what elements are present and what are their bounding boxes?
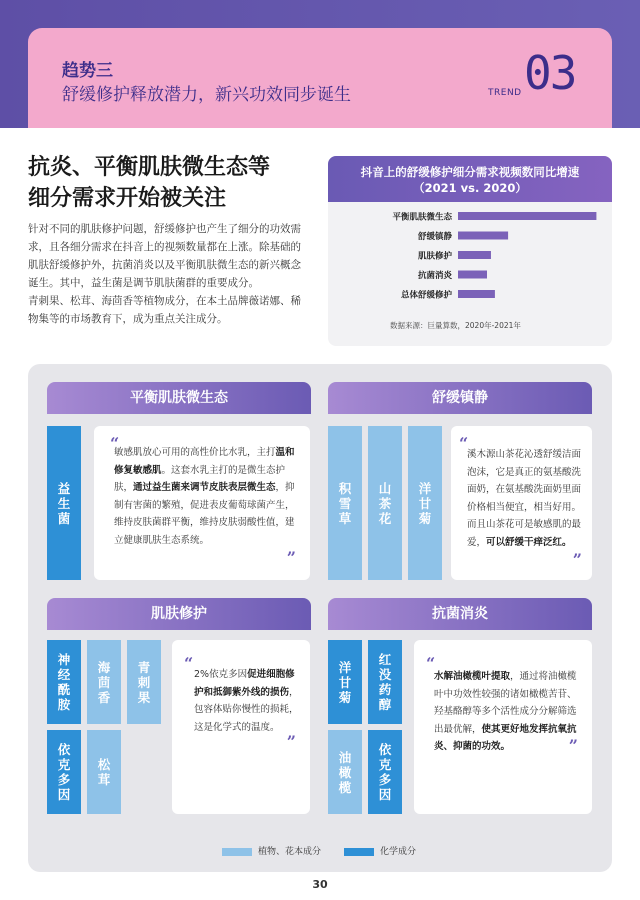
chart-category-label: 舒缓镇静	[417, 232, 452, 242]
tag-olive: 油橄榄	[328, 730, 362, 814]
tag-ectoin: 依克多因	[368, 730, 402, 814]
quote-open-icon: “	[110, 434, 120, 453]
chart-bar	[458, 271, 487, 279]
trend-subtitle: 舒缓修护释放潜力，新兴功效同步诞生	[62, 85, 351, 105]
chart-bar	[458, 290, 495, 298]
quote-close-icon: ”	[286, 732, 296, 751]
chart-bar	[458, 212, 596, 220]
tag-ectoin: 依克多因	[47, 730, 81, 814]
page-title	[28, 152, 318, 214]
quote-close-icon: ”	[286, 548, 296, 567]
quote-open-icon: “	[184, 654, 194, 673]
chart-bar	[458, 232, 508, 240]
tag-chamomile: 洋甘菊	[328, 640, 362, 724]
chart-header	[328, 156, 612, 202]
section-antibac-header: 抗菌消炎	[328, 598, 592, 630]
chart-source: 数据来源：巨量算数，2020年-2021年	[390, 321, 521, 330]
bar-chart	[328, 202, 612, 320]
chart-bar	[458, 251, 491, 259]
quote-antibac: “ 水解油橄榄叶提取，通过将油橄榄叶中功效性较强的诸如橄榄苦苷、羟基酪醇等多个活性成分分解筛选出最优解，使其更好地发挥抗氧抗炎、抑菌的功效。 ”	[414, 640, 592, 814]
tag-sea-fennel: 海茴香	[87, 640, 121, 724]
intro-paragraph-2: 青刺果、松茸、海茴香等植物成分，在本土品牌薇诺娜、稀物集等的市场教育下，成为重点关注成分。	[28, 295, 301, 325]
section-repair-header: 肌肤修护	[47, 598, 311, 630]
legend-chem-label: 化学成分	[380, 847, 417, 857]
quote-balance: “ 敏感肌放心可用的高性价比水乳，主打温和修复敏感肌。这套水乳主打的是微生态护肤，通过益生菌来调节皮肤表层微生态，抑制有害菌的繁殖，促进表皮葡萄球菌产生，维持皮肤菌群平衡，维持皮肤弱酸性值，建立健康肌肤生态系统。 ”	[94, 426, 310, 580]
intro-text	[28, 220, 306, 328]
quote-close-icon: ”	[568, 736, 578, 755]
page-number: 30	[312, 878, 328, 891]
chart-category-label: 总体舒缓修护	[400, 290, 452, 301]
legend-chem-swatch	[344, 848, 374, 856]
tag-ceramide: 神经酰胺	[47, 640, 81, 724]
chart-title: 抖音上的舒缓修护细分需求视频数同比增速	[360, 165, 580, 179]
quote-soothe: “ 溪木源山茶花沁透舒缓洁面泡沫，它是真正的氨基酸洗面奶，在氨基酸洗面奶里面价格相当便宜，相当好用。而且山茶花可是敏感肌的最爱，可以舒缓干痒泛红。 ”	[451, 426, 592, 580]
chart-category-label: 肌肤修护	[417, 251, 452, 262]
tag-centella: 积雪草	[328, 426, 362, 580]
tag-camellia: 山茶花	[368, 426, 402, 580]
section-soothe-header: 舒缓镇静	[328, 382, 592, 414]
chart-category-label: 平衡肌肤微生态	[392, 212, 452, 223]
tag-probiotic: 益生菌	[47, 426, 81, 580]
tag-matsutake: 松茸	[87, 730, 121, 814]
chart-card	[328, 156, 612, 346]
section-balance-header: 平衡肌肤微生态	[47, 382, 311, 414]
chart-category-label: 抗菌消炎	[417, 271, 452, 281]
tag-bisabolol: 红没药醇	[368, 640, 402, 724]
tag-chamomile: 洋甘菊	[408, 426, 442, 580]
page-title-line2: 细分需求开始被关注	[28, 186, 227, 211]
quote-open-icon: “	[426, 654, 436, 673]
chart-subtitle: （2021 vs. 2020）	[413, 181, 527, 195]
quote-open-icon: “	[459, 434, 469, 453]
legend-plant-label: 植物、花本成分	[258, 847, 322, 857]
tag-prinsepia: 青刺果	[127, 640, 161, 724]
trend-number: 03	[524, 46, 576, 100]
page-title-line1: 抗炎、平衡肌肤微生态等	[28, 155, 271, 180]
intro-paragraph-1: 针对不同的肌肤修护问题，舒缓修护也产生了细分的功效需求，且各细分需求在抖音上的视频数量都在上涨。除基础的肌肤舒缓修护外，抗菌消炎以及平衡肌肤微生态的新兴概念诞生。其中，益生菌是调节肌肤菌群的重要成分。	[28, 223, 301, 289]
trend-label: TREND	[488, 88, 522, 98]
trend-title: 趋势三	[62, 61, 113, 81]
quote-repair: “ 2%依克多因促进细胞修护和抵御紫外线的损伤，包容体贴你慢性的损耗，这是化学式的温度。 ”	[172, 640, 310, 814]
quote-close-icon: ”	[572, 550, 582, 569]
legend-plant-swatch	[222, 848, 252, 856]
